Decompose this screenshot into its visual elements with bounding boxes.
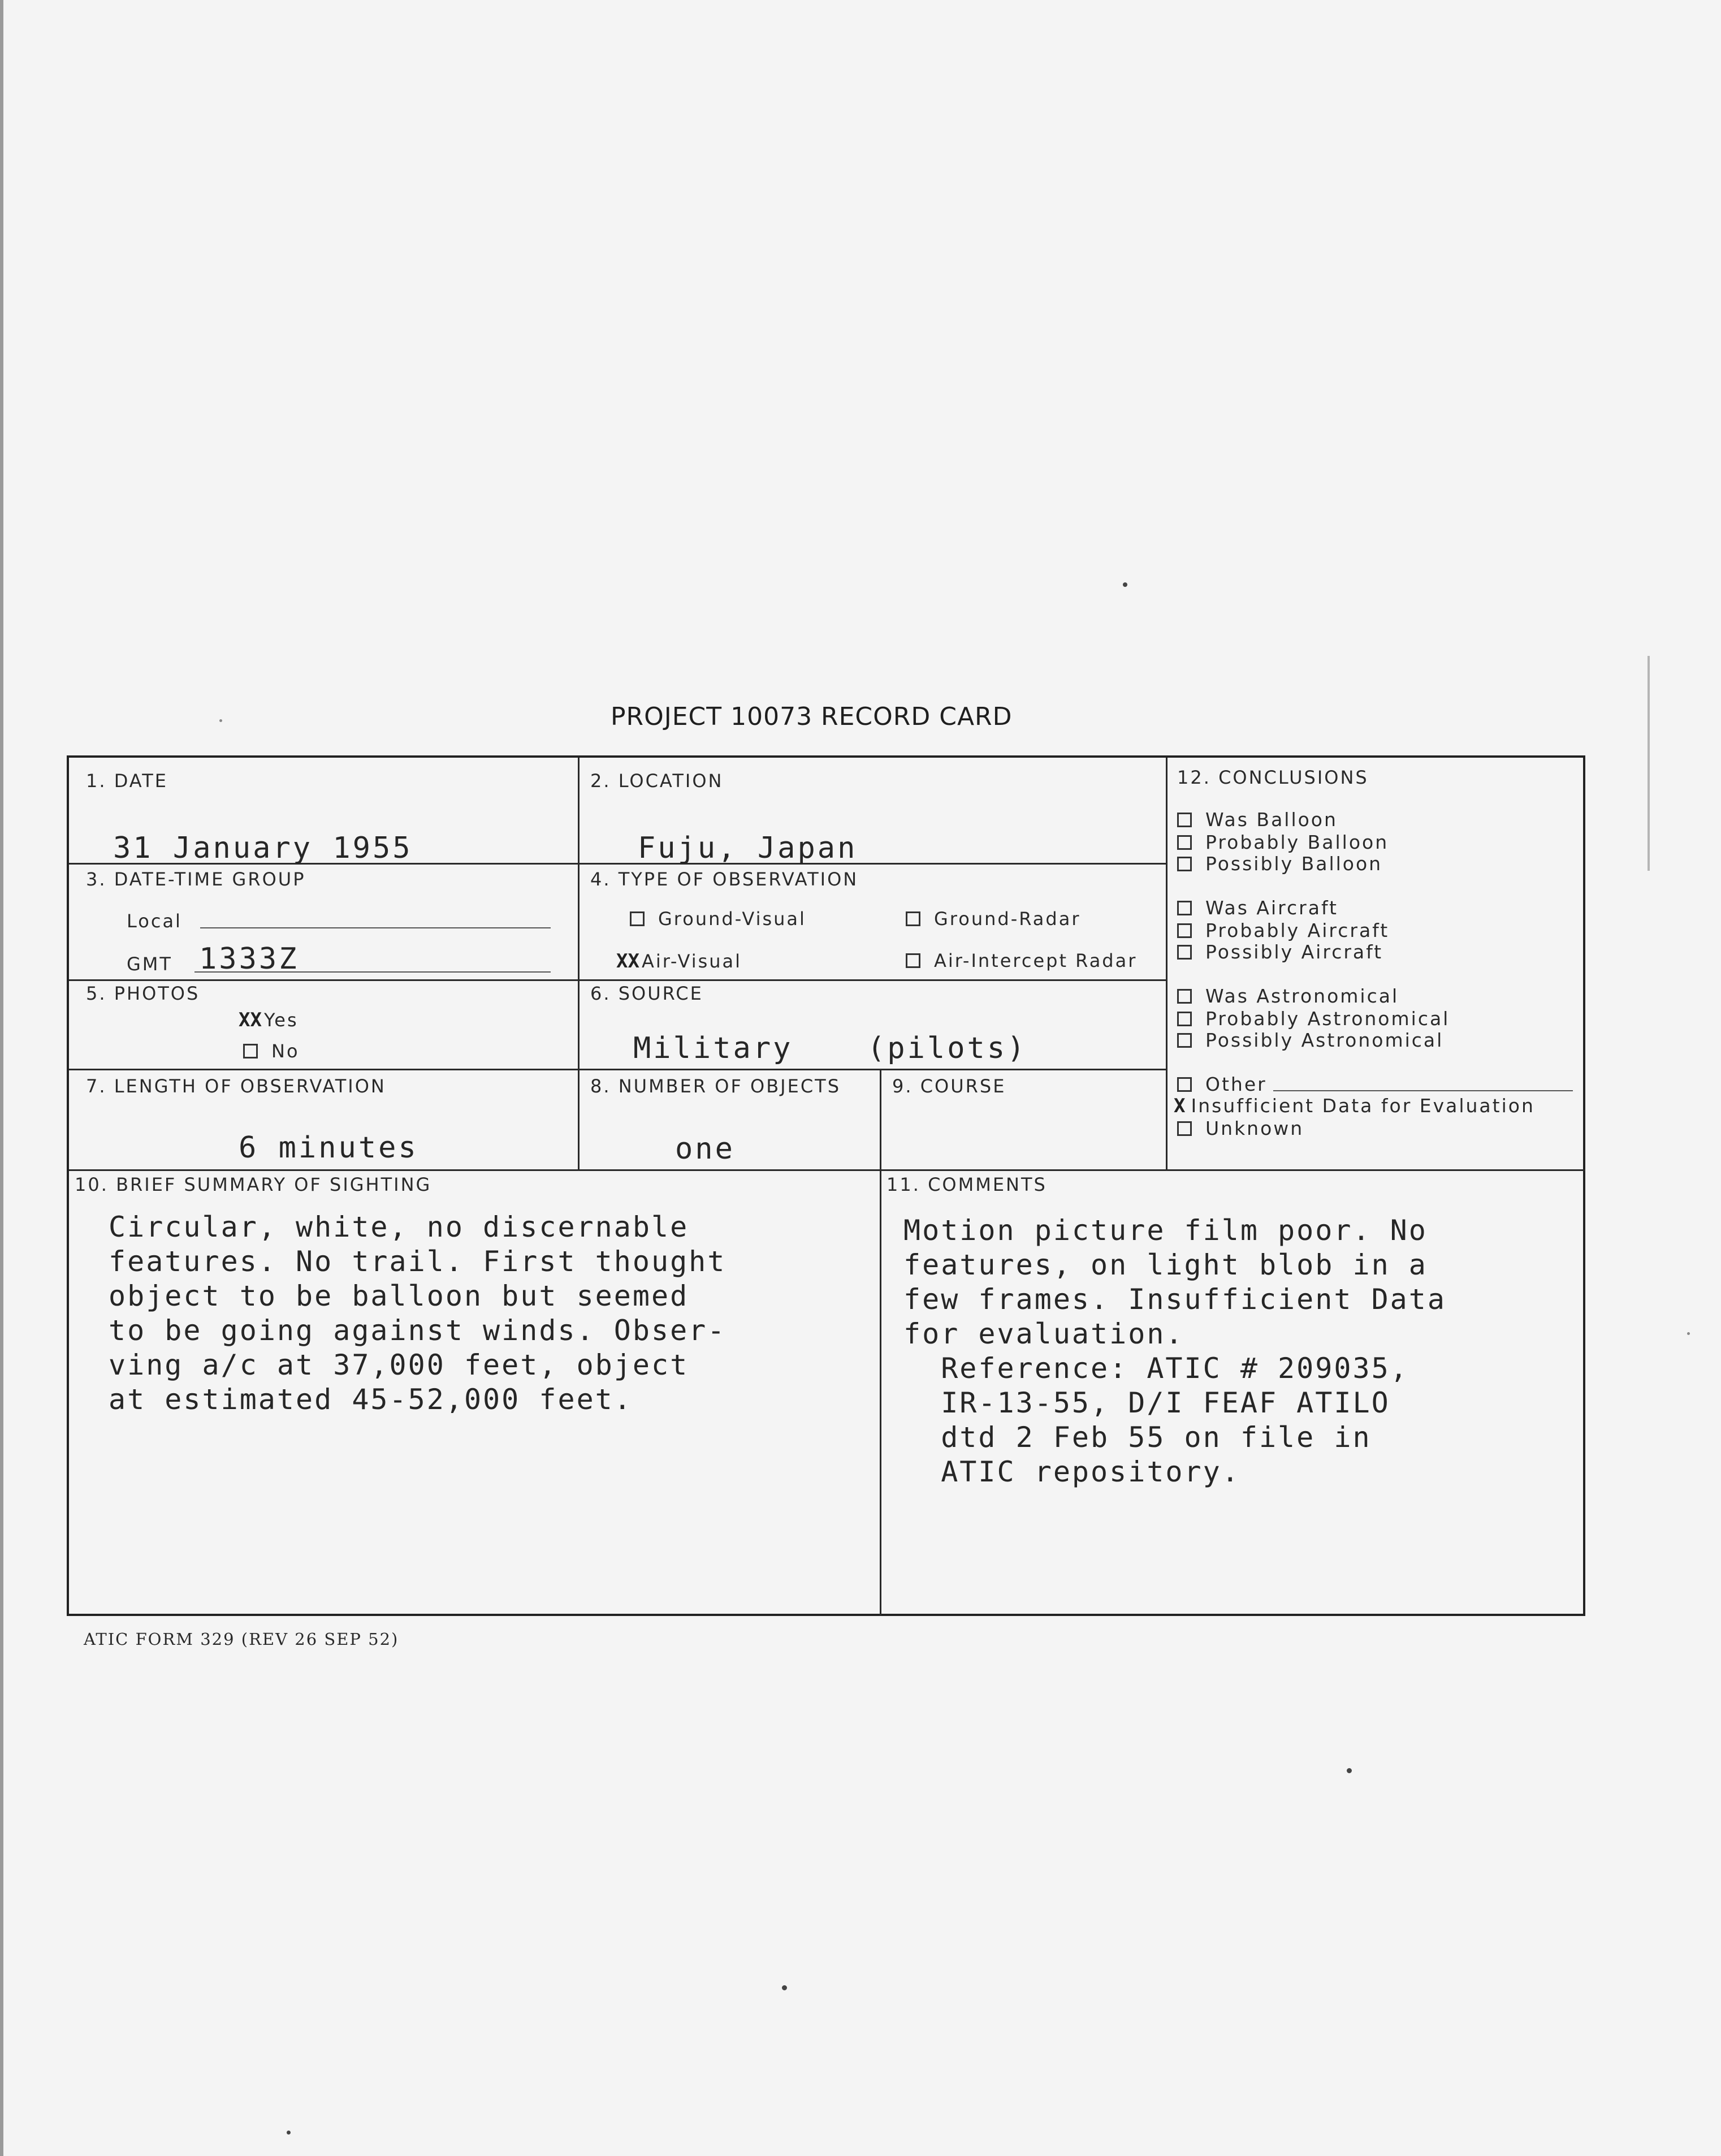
probably-astronomical-checkbox [1177, 1012, 1192, 1026]
summary-line: to be going against winds. Obser- [109, 1314, 727, 1347]
date-time-group-label: 3. DATE-TIME GROUP [86, 869, 306, 890]
possibly-balloon-checkbox [1177, 857, 1192, 871]
probably-aircraft-checkbox [1177, 923, 1192, 938]
source-label: 6. SOURCE [590, 983, 703, 1004]
summary-line: Circular, white, no discernable [109, 1211, 689, 1243]
unknown-checkbox [1177, 1121, 1192, 1136]
ground-visual-option: Ground-Visual [630, 908, 806, 930]
comment-line: ATIC repository. [903, 1455, 1240, 1488]
conclusion-was-astronomical: Was Astronomical [1177, 985, 1399, 1007]
divider-col-c [1166, 758, 1167, 1169]
conclusion-was-aircraft: Was Aircraft [1177, 897, 1338, 919]
scan-speck [1347, 1768, 1352, 1773]
comment-line: Reference: ATIC # 209035, [903, 1352, 1409, 1385]
length-of-observation-value: 6 minutes [239, 1131, 418, 1165]
comment-line: for evaluation. [903, 1317, 1184, 1350]
course-label: 9. COURSE [892, 1075, 1006, 1097]
number-of-objects-label: 8. NUMBER OF OBJECTS [590, 1075, 841, 1097]
local-underline [200, 927, 551, 928]
conclusion-probably-astronomical: Probably Astronomical [1177, 1008, 1450, 1030]
conclusion-probably-aircraft: Probably Aircraft [1177, 919, 1389, 941]
photos-no-checkbox [243, 1044, 258, 1058]
conclusion-possibly-astronomical: Possibly Astronomical [1177, 1029, 1443, 1051]
local-label: Local [127, 910, 182, 932]
photos-label: 5. PHOTOS [86, 983, 200, 1004]
divider-row-4 [69, 1169, 1585, 1171]
scan-speck [1687, 1332, 1690, 1335]
gmt-value: 1333Z [199, 942, 299, 976]
was-astronomical-checkbox [1177, 989, 1192, 1004]
type-of-observation-label: 4. TYPE OF OBSERVATION [590, 869, 859, 890]
divider-col-a [578, 758, 580, 1069]
source-value-detail: (pilots) [867, 1031, 1027, 1065]
possibly-astronomical-checkbox [1177, 1033, 1192, 1048]
comments-text [903, 1213, 1446, 1489]
air-visual-checked-mark: XX [616, 950, 639, 973]
divider-row-2 [69, 979, 1166, 981]
card-title: PROJECT 10073 RECORD CARD [611, 702, 1013, 731]
divider-col-b [880, 1069, 881, 1616]
record-card [67, 755, 1585, 1616]
number-of-objects-value: one [675, 1132, 735, 1166]
photos-yes-option: XX Yes [239, 1009, 299, 1031]
conclusion-insufficient-data: X Insufficient Data for Evaluation [1174, 1095, 1535, 1117]
ground-radar-checkbox [906, 911, 920, 926]
conclusions-label: 12. CONCLUSIONS [1177, 767, 1369, 788]
comment-line: IR-13-55, D/I FEAF ATILO [903, 1386, 1390, 1419]
date-value: 31 January 1955 [113, 831, 413, 865]
photos-no-option: No [243, 1040, 300, 1062]
air-intercept-radar-checkbox [906, 953, 920, 968]
scan-edge-right [1648, 656, 1650, 871]
other-underline [1273, 1090, 1573, 1091]
summary-line: object to be balloon but seemed [109, 1280, 689, 1312]
conclusion-probably-balloon: Probably Balloon [1177, 831, 1389, 853]
form-footer: ATIC FORM 329 (REV 26 SEP 52) [84, 1630, 399, 1649]
location-value: Fuju, Japan [638, 831, 858, 865]
summary-line: at estimated 45-52,000 feet. [109, 1383, 633, 1416]
was-balloon-checkbox [1177, 813, 1192, 827]
brief-summary-text [109, 1210, 726, 1417]
conclusion-possibly-balloon: Possibly Balloon [1177, 853, 1382, 875]
divider-row-3 [69, 1069, 1166, 1070]
comment-line: few frames. Insufficient Data [903, 1283, 1446, 1316]
insufficient-data-checked-mark: X [1174, 1095, 1186, 1117]
conclusion-was-balloon: Was Balloon [1177, 809, 1338, 831]
scan-speck [782, 1985, 787, 1990]
brief-summary-label: 10. BRIEF SUMMARY OF SIGHTING [75, 1174, 432, 1195]
divider-col-a2 [578, 1069, 580, 1169]
conclusion-possibly-aircraft: Possibly Aircraft [1177, 941, 1383, 963]
date-label: 1. DATE [86, 770, 168, 792]
gmt-label: GMT [127, 953, 172, 975]
other-checkbox [1177, 1077, 1192, 1092]
scan-speck [219, 719, 222, 722]
ground-visual-checkbox [630, 911, 645, 926]
scan-speck [287, 2131, 291, 2135]
comment-line: features, on light blob in a [903, 1248, 1428, 1281]
scan-edge-left [0, 0, 3, 2156]
possibly-aircraft-checkbox [1177, 945, 1192, 960]
length-of-observation-label: 7. LENGTH OF OBSERVATION [86, 1075, 386, 1097]
summary-line: features. No trail. First thought [109, 1245, 727, 1278]
comment-line: dtd 2 Feb 55 on file in [903, 1421, 1372, 1454]
photos-yes-checked-mark: XX [239, 1009, 262, 1031]
probably-balloon-checkbox [1177, 835, 1192, 850]
comment-line: Motion picture film poor. No [903, 1214, 1428, 1247]
location-label: 2. LOCATION [590, 770, 724, 792]
scan-speck [1123, 582, 1127, 587]
air-intercept-radar-option: Air-Intercept Radar [906, 950, 1137, 971]
conclusion-other: Other [1177, 1073, 1267, 1095]
conclusion-unknown: Unknown [1177, 1117, 1304, 1139]
ground-radar-option: Ground-Radar [906, 908, 1080, 930]
comments-label: 11. COMMENTS [887, 1174, 1047, 1195]
summary-line: ving a/c at 37,000 feet, object [109, 1349, 689, 1381]
source-value: Military [633, 1031, 793, 1065]
air-visual-option: XX Air-Visual [616, 950, 742, 973]
was-aircraft-checkbox [1177, 901, 1192, 915]
